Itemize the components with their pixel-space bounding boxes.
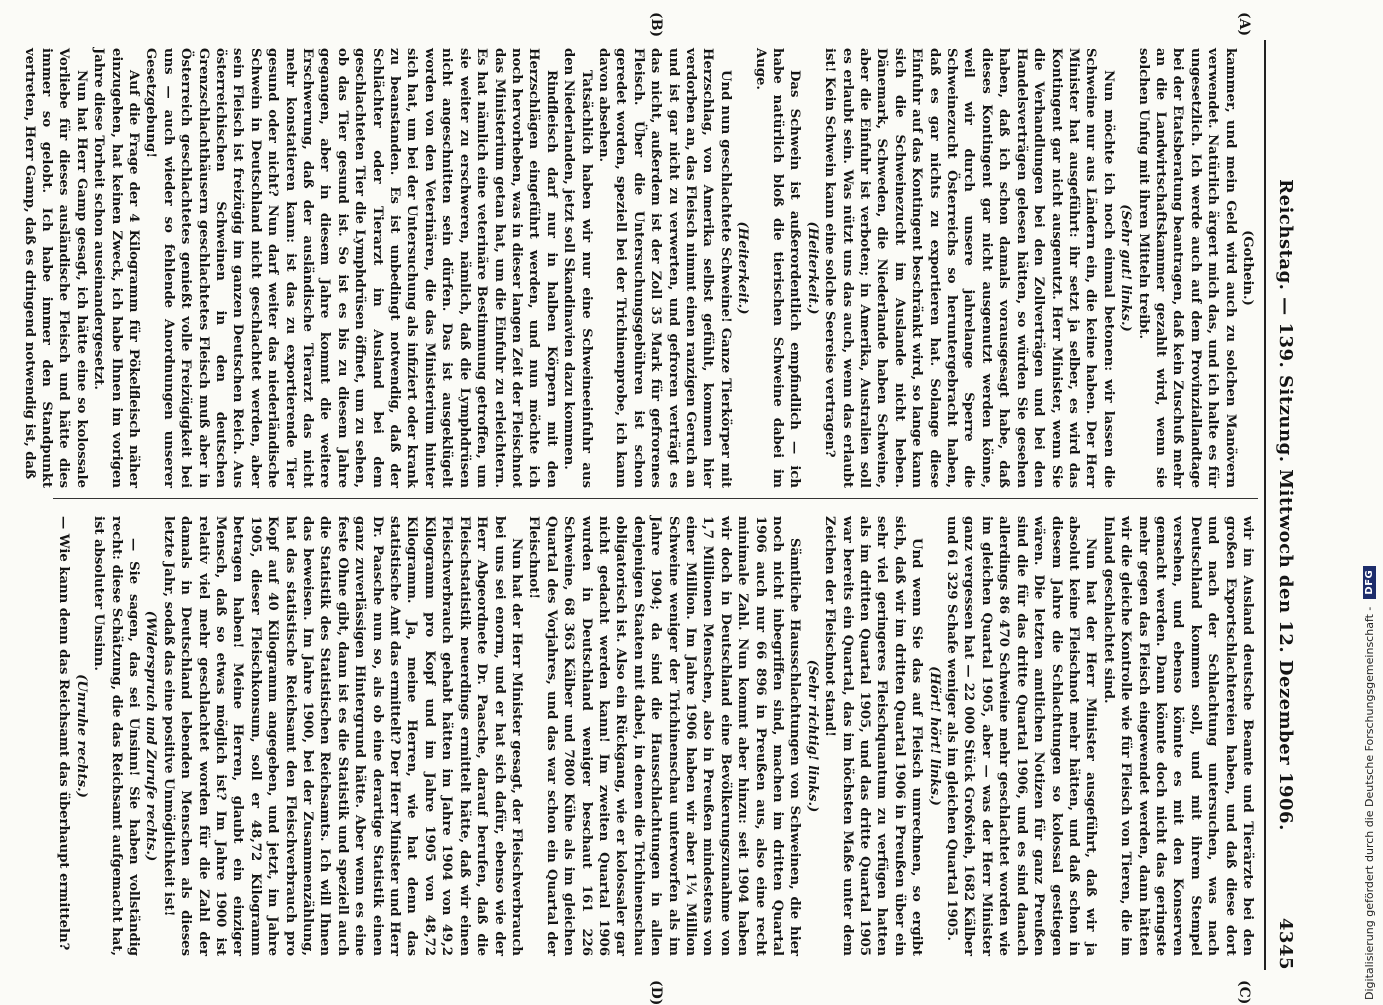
paragraph: Nun möchte ich noch einmal betonen: wir lassen die Schweine nur aus Ländern ein, die keine haben. Der Herr Minister hat ausgeführt: ihr setzt ja selber, es wird das Kontingent gar nicht ausgenutzt. Herr Minister, wenn Sie die Verhandlungen bei den Zollverträgen und bei den Handelsverträgen gelesen hätten, so würden Sie gesehen haben, daß ich schon damals vorausgesagt habe, daß dieses Kontingent gar nicht ausgenutzt werden könne, weil wir durch unsere jahrelange Sperre die Schweinezucht Österreichs so heruntergebracht haben, daß es gar nichts zu exportieren hat. Solange diese Einfuhr auf das Kontingent beschränkt wird, so lange kann sich die Schweinezucht im Auslande nicht heben. Dänemark, Schweden, die Niederlande haben Schweine, aber die Einfuhr ist verboten; in Amerika, Australien soll es erlaubt sein. Was nützt uns das auch, wenn das erlaubt ist! Kein Schwein kann eine solche Seereise vertragen? [822, 48, 1116, 488]
paragraph: Tatsächlich haben wir nur eine Schweineeinfuhr aus den Niederlanden, jetzt soll Skandinavien dazu kommen. [561, 48, 594, 488]
header-rule [1264, 40, 1266, 970]
right-text-column [56, 516, 1256, 956]
interjection: (Sehr gut! links.) [1118, 204, 1134, 332]
margin-label-c: (C) [1236, 980, 1252, 1005]
margin-label-d: (D) [648, 980, 664, 1005]
paragraph: Nun hat der Herr Minister ausgeführt, daß wir ja absolut keine Fleischnot mehr hätten, und daß schon in diesem Jahre die Schlachtungen so kolossal gestiegen wären. Die letzten amtlichen Notizen für ganz Preußen sind die für das dritte Quartal 1906, und es sind danach allerdings 86 470 Schweine mehr geschlachtet worden wie im gleichen Quartal 1905, aber — was der Herr Minister ganz vergessen hat — 22 000 Stück Großvieh, 1682 Kälber und 61 329 Schafe weniger als im gleichen Quartal 1905. [944, 516, 1099, 956]
column-rule [53, 498, 1258, 499]
paragraph: Nun hat der Herr Minister gesagt, der Fleischverbrauch bei uns sei enorm, und er hat sich dafür, ebenso wie der Herr Abgeordnete Dr. Paasche, darauf berufen, daß die Fleischstatistik neuerdings ermittelt hätte, daß wir einen Fleischverbrauch gehabt hätten im Jahre 1904 von 49,2 Kilogramm pro Kopf und im Jahre 1905 von 48,72 Kilogramm. Ja, meine Herren, wie hat denn das statistische Amt das ermittelt? Der Herr Minister und Herr Dr. Paasche nun so, als ob eine derartige Statistik einen ganz zuverlässigen Hintergrund hätte. Aber wenn es eine feste Ohne gibt, dann ist es die Statistik und speziell auch die Statistik des Statistischen Reichsamts. Ich will Ihnen das beweisen. Im Jahre 1900, bei der Zusammenzählung, hat das statistische Reichsamt den Fleischverbrauch pro Kopf auf 40 Kilogramm angegeben, und jetzt, im Jahre 1905, dieser Fleischkonsum, soll er 48,72 Kilogramm betragen haben! Meine Herren, glaubt ein einziger Mensch, daß so etwas möglich ist? Im Jahre 1900 ist relativ viel mehr geschlachtet worden für die Zahl der damals in Deutschland lebenden Menschen als dieses letzte Jahr, sodaß das eine positive Unmöglichkeit ist! [160, 516, 524, 956]
paragraph: Nun hat Herr Gamp gesagt, ich hätte eine so kolossale Vorliebe für dieses ausländische Fleisch und hätte dies immer so gelobt. Ich habe immer den Standpunkt vertreten, Herr Gamp, daß es dringend notwendig ist, daß [21, 48, 89, 488]
interjection: (Hört! hört! links.) [926, 666, 942, 806]
page-number: 4345 [1275, 917, 1296, 970]
interjection: (Unruhe rechts.) [73, 674, 89, 798]
digitization-credit [1358, 100, 1380, 1000]
speaker-name: (Gothein.) [1240, 230, 1255, 306]
paragraph: wir im Ausland deutsche Beamte und Tierärzte bei den großen Exportschlachtereien haben, und daß diese dort und nach der Schlachtung untersuchen, was nach Deutschland kommen soll, und mit ihrem Stempel versehen, und ebenso könnte es mit den Konserven gemacht werden. Dann könnte doch nicht das geringste mehr gegen das Fleisch eingewendet werden, dann hätten wir die gleiche Kontrolle wie für Fleisch von Tieren, die im Inland geschlachtet sind. [1100, 516, 1255, 956]
paragraph: Sämtliche Hausschlachtungen von Schweinen, die hier noch nicht inbegriffen sind, machen im dritten Quartal 1906 auch nur 66 896 in Preußen aus, also eine recht minimale Zahl. Nun kommt aber hinzu: seit 1904 haben wir doch in Deutschland eine Bevölkerungszunahme von 1,7 Millionen Menschen, also in Preußen mindestens von einer Million. Im Jahre 1906 haben wir aber 1¼ Million Schweine weniger der Trichinenschau unterworfen als im Jahre 1904; da sind die Hausschlachtungen in allen denjenigen Staaten mit dabei, in denen die Trichinenschau obligatorisch ist. Also ein Rückgang, wie er kolossaler gar nicht gedacht werden kann! Im zweiten Quartal 1906 wurden in Deutschland weniger beschaut 161 226 Schweine, 68 363 Kälber und 7800 Kühe als im gleichen Quartal des Vorjahres, und das war schon ein Quartal der Fleischnot! [526, 516, 803, 956]
credit-text: Digitalisierung gefördert durch die Deutsche Forschungsgemeinschaft - [1362, 606, 1376, 1000]
paragraph: Und wenn Sie das auf Fleisch umrechnen, so ergibt sich, daß wir im dritten Quartal 1906 in Preußen über ein sehr viel geringeres Fleischquantum zu verfügen hatten als im dritten Quartal 1905, und das dritte Quartal 1905 war bereits ein Quartal, das im höchsten Maße unter dem Zeichen der Fleischnot stand! [822, 516, 925, 956]
paragraph: Das Schwein ist außerordentlich empfindlich — ich habe natürlich bloß die tierischen Schweine dabei im Auge. [752, 48, 803, 488]
interjection: (Widerspruch und Zurufe rechts.) [143, 610, 159, 862]
paragraph: kammer, und mein Geld wird auch zu solchen Manövern verwendet. Natürlich ärgert mich das, und ich halte es für ungesetzlich. Ich werde auch auf dem Provinziallandtage bei der Etatsberatung beantragen, daß kein Zuschuß mehr an die Landwirtschaftskammer gezahlt wird, wenn sie solchen Unfug mit ihren Mitteln treibt. [1135, 48, 1238, 488]
paragraph: Auf die Frage der 4 Kilogramm für Pökelfleisch näher einzugehen, hat keinen Zweck, ich habe Ihnen im vorigen Jahre diese Torheit schon auseinandergesetzt. [91, 48, 141, 488]
margin-label-a: (A) [1236, 12, 1252, 37]
dfg-logo: DFG [1363, 566, 1376, 599]
left-text-column [21, 48, 1256, 488]
paragraph: Und nun geschlachtete Schweine! Ganze Tierkörper mit Herzschlag, von Amerika selbst gefühlt, kommen hier verdorben an, das Fleisch nimmt einen ranzigen Geruch an und ist gar nicht zu verwerten, und gefroren verträgt es das nicht, außerdem ist der Zoll 35 Mark für gefrorenes Fleisch. Über die Untersuchungsgebühren ist schon geredet worden, speziell bei der Trichinenprobe, ich kann davon absehen. [595, 48, 733, 488]
header-title: Reichstag. — 139. Sitzung. Mittwoch den 12. Dezember 1906. [1275, 179, 1296, 831]
interjection: (Sehr richtig! links.) [804, 659, 820, 813]
margin-label-b: (B) [648, 12, 664, 38]
interjection: (Heiterkeit.) [735, 221, 751, 315]
page-header [1270, 40, 1300, 970]
interjection: (Heiterkeit.) [804, 221, 820, 315]
paragraph: Rindfleisch darf nur in halben Körpern mit den Herzschlägen eingeführt werden, und nun möchte ich noch hervorheben, was in dieser langen Zeit der Fleischnot das Ministerium getan hat, um die Einfuhr zu erleichtern. Es hat nämlich eine veterinäre Bestimmung getroffen, um sie weiter zu erschweren, nämlich, daß die Lymphdrüsen nicht angeschnitten sein dürfen. Das ist ausgeklügelt worden von den Veterinären, die das Ministerium hinter sich hat, um bei der Untersuchung als infiziert oder krank zu beanstanden. Es ist unbedingt notwendig, daß der Schlächter oder Tierarzt im Ausland bei dem geschlachteten Tier die Lymphdrüsen öffnet, um zu sehen, ob das Tier gesund ist. So ist es bis zu diesem Jahre gegangen, aber in diesem Jahre kommt die weitere Erschwerung, daß der ausländische Tierarzt das nicht mehr konstatieren kann: ist das zu exportierende Tier gesund oder nicht? Nun darf weiter das niederländische Schwein in Deutschland nicht geschlachtet werden, aber sein Fleisch ist freizügig im ganzen Deutschen Reich. Aus österreichischen Schweinen in den deutschen Grenzschlachthäusern geschlachtetes Fleisch muß aber in Österreich geschlachtetes genießt volle Freizügigkeit bei uns — auch wieder so fehlende Anordnungen unserer Gesetzgebung! [143, 48, 559, 488]
paragraph: — Wie kann denn das Reichsamt das überhaupt ermitteln? [56, 516, 72, 951]
paragraph: — Sie sagen, das sei Unsinn! Sie haben vollständig recht: diese Schätzung, die das Reichsamt aufgemacht hat, ist absoluter Unsinn. [91, 516, 141, 956]
